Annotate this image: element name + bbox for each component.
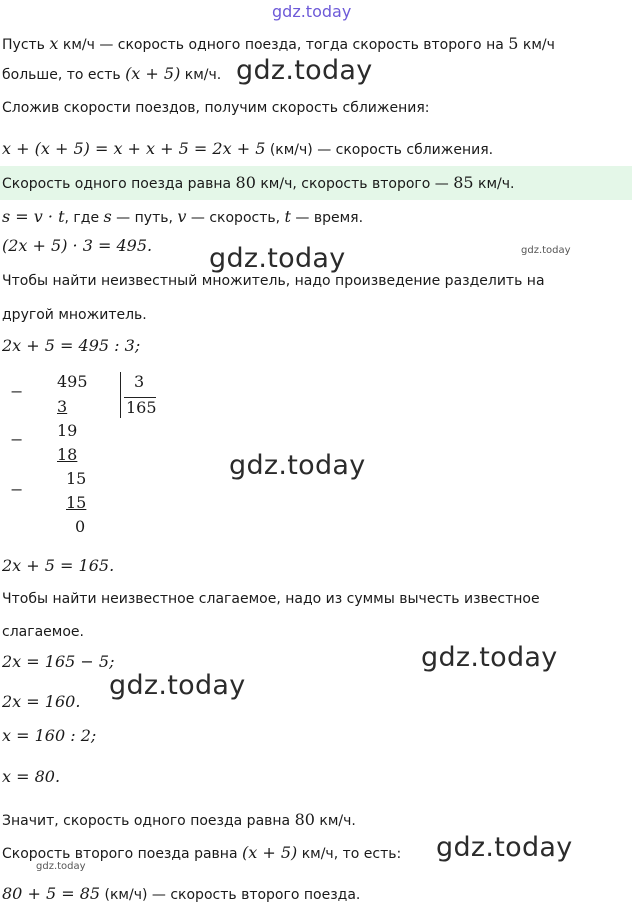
equation-approach-speed: x + (x + 5) = x + x + 5 = 2x + 5 (км/ч) — скорость сближения. [2,139,494,158]
watermark-small-2: gdz.today [36,861,86,872]
final-equation: 80 + 5 = 85 (км/ч) — скорость второго поезда. [2,884,361,903]
subtrahend-1: 3 [57,397,68,416]
paragraph-2: больше, то есть (x + 5) км/ч. [2,64,222,83]
minus-sign: − [10,480,24,499]
minus-sign: − [10,382,24,401]
watermark-2: gdz.today [209,243,346,274]
conclusion-1: Значит, скорость одного поезда равна 80 км/ч. [2,810,356,829]
division-bar-vertical [120,372,121,418]
dividend: 495 [57,372,88,391]
watermark-3: gdz.today [229,450,366,481]
paragraph-rule-addend: Чтобы найти неизвестное слагаемое, надо из суммы вычесть известное [2,591,540,607]
equation-1: (2x + 5) · 3 = 495. [2,236,153,255]
paragraph-1: Пусть x км/ч — скорость одного поезда, тогда скорость второго на 5 км/ч [2,34,555,53]
answer-line: Скорость одного поезда равна 80 км/ч, скорость второго — 85 км/ч. [2,173,515,192]
subtrahend-3: 15 [66,493,87,512]
watermark-4: gdz.today [421,642,558,673]
watermark-1: gdz.today [236,55,373,86]
minus-sign: − [10,430,24,449]
conclusion-2: Скорость второго поезда равна (x + 5) км/ч, то есть: [2,843,402,862]
remainder-final: 0 [75,517,86,536]
watermark-6: gdz.today [436,832,573,863]
equation-6: x = 160 : 2; [2,726,97,745]
subtrahend-2: 18 [57,445,78,464]
divisor: 3 [134,372,145,391]
paragraph-3: Сложив скорости поездов, получим скорость сближения: [2,100,430,116]
remainder-2: 15 [66,469,87,488]
paragraph-rule-multiplier-2: другой множитель. [2,307,147,323]
equation-5: 2x = 160. [2,692,81,711]
quotient: 165 [126,398,157,417]
paragraph-rule-multiplier: Чтобы найти неизвестный множитель, надо произведение разделить на [2,273,545,289]
paragraph-rule-addend-2: слагаемое. [2,624,84,640]
formula-line: s = v · t, где s — путь, v — скорость, t — время. [2,207,364,226]
watermark-5: gdz.today [109,670,246,701]
equation-3: 2x + 5 = 165. [2,556,115,575]
equation-4: 2x = 165 − 5; [2,652,115,671]
remainder-1: 19 [57,421,78,440]
watermark-top: gdz.today [272,2,352,21]
watermark-small-1: gdz.today [521,245,571,256]
equation-2: 2x + 5 = 495 : 3; [2,336,141,355]
equation-7: x = 80. [2,767,61,786]
